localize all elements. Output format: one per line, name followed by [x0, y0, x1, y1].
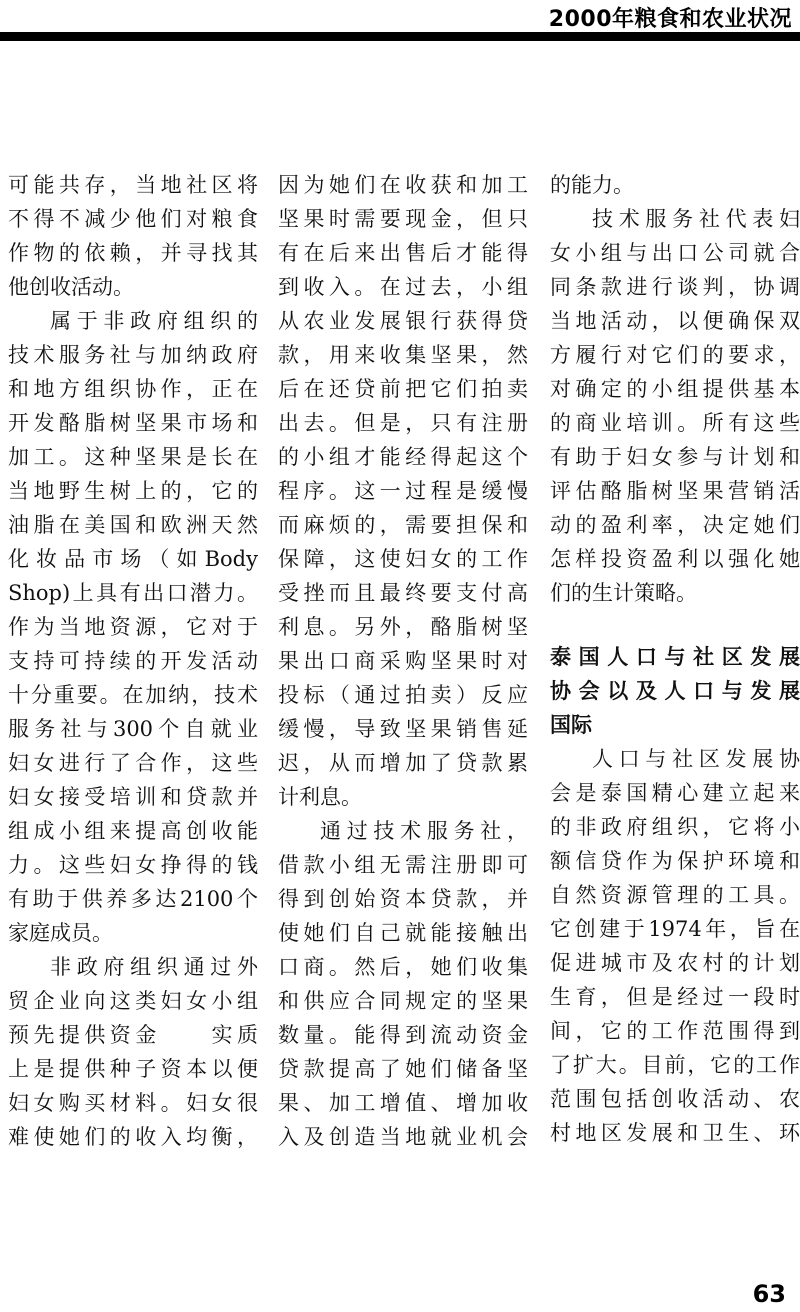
text-line: 后在还贷前把它们拍卖 — [278, 377, 528, 401]
text-line: 因为她们在收获和加工 — [278, 173, 528, 197]
text-line: 他创收活动。 — [8, 275, 134, 299]
text-line: 怎样投资盈利以强化她 — [550, 547, 800, 571]
text-line: 生育，但是经过一段时 — [550, 985, 800, 1009]
text-line: 动的盈利率，决定她们 — [550, 513, 800, 537]
text-line: 作物的依赖，并寻找其 — [8, 241, 258, 265]
text-line: 它创建于1974年，旨在 — [550, 917, 800, 941]
text-line: 而麻烦的，需要担保和 — [278, 513, 528, 537]
text-line: 程序。这一过程是缓慢 — [278, 479, 528, 503]
text-line: 利息。另外，酪脂树坚 — [278, 615, 528, 639]
text-line: 十分重要。在加纳，技术 — [8, 683, 258, 707]
text-line: 的商业培训。所有这些 — [550, 411, 800, 435]
text-line: 款，用来收集坚果，然 — [278, 343, 528, 367]
section-heading: 协会以及人口与发展 — [550, 679, 800, 703]
text-line: 女小组与出口公司就合 — [550, 241, 800, 265]
text-line: 范围包括创收活动、农 — [550, 1087, 800, 1111]
text-line: 迟，从而增加了贷款累 — [278, 751, 528, 775]
text-line: 不得不减少他们对粮食 — [8, 207, 258, 231]
text-line: 上是提供种子资本以便 — [8, 1057, 258, 1081]
text-line: 支持可持续的开发活动 — [8, 649, 258, 673]
text-line: 缓慢，导致坚果销售延 — [278, 717, 528, 741]
text-line: 会是泰国精心建立起来 — [550, 781, 800, 805]
text-line: 坚果时需要现金，但只 — [278, 207, 528, 231]
text-line: 果、加工增值、增加收 — [278, 1091, 528, 1115]
section-heading: 泰国人口与社区发展 — [550, 645, 800, 669]
text-line: 果出口商采购坚果时对 — [278, 649, 528, 673]
section-heading: 国际 — [550, 713, 592, 737]
text-line: 人口与社区发展协 — [592, 747, 800, 771]
text-line: 开发酪脂树坚果市场和 — [8, 411, 258, 435]
running-title: 2000年粮食和农业状况 — [548, 7, 792, 32]
text-line: 属于非政府组织的 — [50, 309, 258, 333]
text-line: 有助于供养多达2100个 — [8, 887, 258, 911]
page-number: 63 — [752, 1280, 786, 1308]
text-column-2 — [278, 168, 528, 1154]
text-line: 贸企业向这类妇女小组 — [8, 989, 258, 1013]
text-line: 当地野生树上的，它的 — [8, 479, 258, 503]
header-rule — [0, 32, 800, 41]
text-line: 得到创始资本贷款，并 — [278, 887, 528, 911]
text-line: 们的生计策略。 — [550, 581, 697, 605]
text-line: 妇女进行了合作，这些 — [8, 751, 258, 775]
text-line: 的小组才能经得起这个 — [278, 445, 528, 469]
text-line: 村地区发展和卫生、环 — [550, 1121, 800, 1145]
text-line: 了扩大。目前，它的工作 — [550, 1053, 800, 1077]
text-line: 评估酪脂树坚果营销活 — [550, 479, 800, 503]
text-line: 自然资源管理的工具。 — [550, 883, 800, 907]
text-line: 预先提供资金 实质 — [8, 1023, 258, 1047]
text-line: 入及创造当地就业机会 — [278, 1125, 528, 1149]
text-line: 和供应合同规定的坚果 — [278, 989, 528, 1013]
text-line: 家庭成员。 — [8, 921, 113, 945]
text-line: 组成小组来提高创收能 — [8, 819, 258, 843]
text-line: 非政府组织通过外 — [50, 955, 258, 979]
text-line: 作为当地资源，它对于 — [8, 615, 258, 639]
text-line: 出去。但是，只有注册 — [278, 411, 528, 435]
text-line: 有在后来出售后才能得 — [278, 241, 528, 265]
text-line: 口商。然后，她们收集 — [278, 955, 528, 979]
text-line: 数量。能得到流动资金 — [278, 1023, 528, 1047]
text-line: 妇女接受培训和贷款并 — [8, 785, 258, 809]
text-line: 保障，这使妇女的工作 — [278, 547, 528, 571]
text-column-1 — [8, 168, 258, 1154]
text-line: 计利息。 — [278, 785, 362, 809]
text-line: 同条款进行谈判，协调 — [550, 275, 800, 299]
text-line: 油脂在美国和欧洲天然 — [8, 513, 258, 537]
text-line: Shop)上具有出口潜力。 — [8, 581, 258, 605]
text-line: 从农业发展银行获得贷 — [278, 309, 528, 333]
text-line: 服务社与300个自就业 — [8, 717, 258, 741]
text-line: 可能共存，当地社区将 — [8, 173, 258, 197]
text-line: 促进城市及农村的计划 — [550, 951, 800, 975]
text-line: 到收入。在过去，小组 — [278, 275, 528, 299]
text-line: 的非政府组织，它将小 — [550, 815, 800, 839]
text-line: 加工。这种坚果是长在 — [8, 445, 258, 469]
text-line: 技术服务社代表妇 — [592, 207, 800, 231]
text-column-3 — [550, 168, 800, 1150]
text-line: 有助于妇女参与计划和 — [550, 445, 800, 469]
text-line: 妇女购买材料。妇女很 — [8, 1091, 258, 1115]
text-line: 通过技术服务社， — [320, 819, 528, 843]
text-line: 当地活动，以便确保双 — [550, 309, 800, 333]
text-line: 技术服务社与加纳政府 — [8, 343, 258, 367]
text-line: 受挫而且最终要支付高 — [278, 581, 528, 605]
text-line: 力。这些妇女挣得的钱 — [8, 853, 258, 877]
text-line: 间，它的工作范围得到 — [550, 1019, 800, 1043]
text-line: 投标（通过拍卖）反应 — [278, 683, 528, 707]
text-line: 对确定的小组提供基本 — [550, 377, 800, 401]
text-line: 化妆品市场（如Body — [8, 547, 258, 571]
text-line: 的能力。 — [550, 173, 634, 197]
text-line: 难使她们的收入均衡， — [8, 1125, 258, 1149]
text-line: 借款小组无需注册即可 — [278, 853, 528, 877]
text-line: 额信贷作为保护环境和 — [550, 849, 800, 873]
text-line: 和地方组织协作，正在 — [8, 377, 258, 401]
text-line: 使她们自己就能接触出 — [278, 921, 528, 945]
text-line: 贷款提高了她们储备坚 — [278, 1057, 528, 1081]
text-line: 方履行对它们的要求， — [550, 343, 800, 367]
